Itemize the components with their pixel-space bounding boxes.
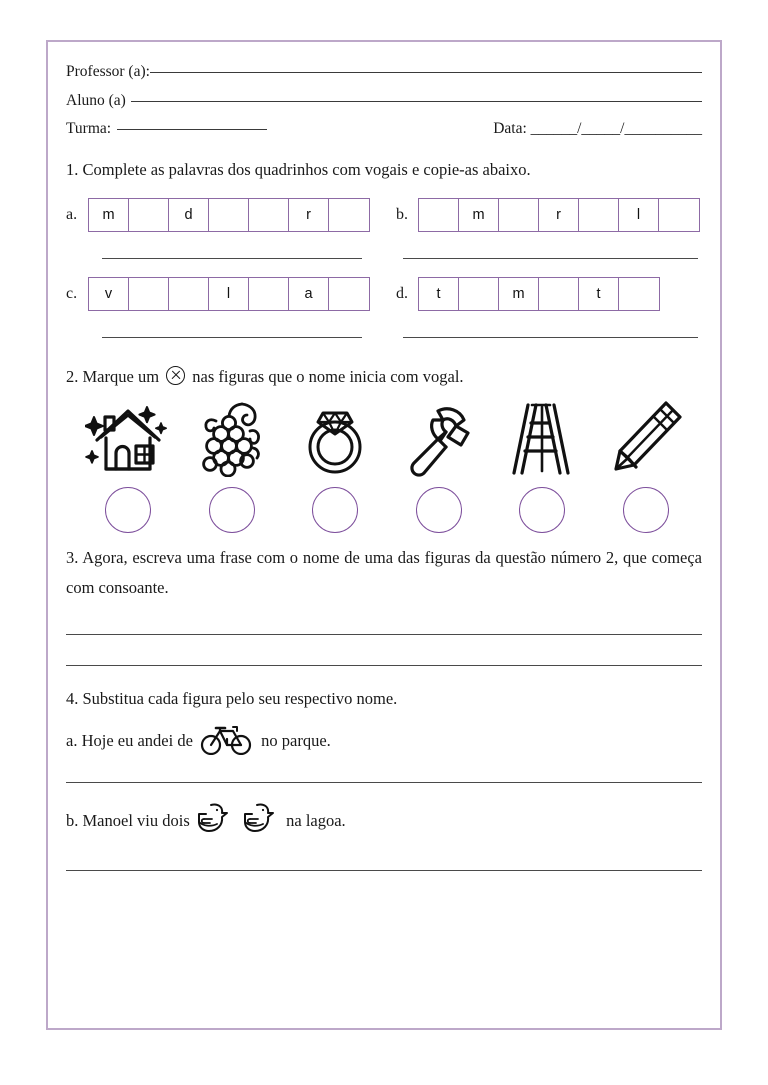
figure-answer-circle[interactable] bbox=[623, 487, 669, 533]
item-b-text-before: b. Manoel viu dois bbox=[66, 810, 190, 830]
worksheet-page bbox=[46, 40, 722, 1030]
question-2-text-before: 2. Marque um bbox=[66, 366, 160, 386]
letter-cell[interactable] bbox=[619, 278, 659, 310]
identification-block bbox=[66, 64, 702, 137]
letter-grid bbox=[418, 198, 700, 232]
circled-x-icon bbox=[166, 366, 185, 385]
letter-cell[interactable]: m bbox=[499, 278, 539, 310]
letter-cell[interactable] bbox=[459, 278, 499, 310]
letter-cell[interactable]: a bbox=[289, 278, 329, 310]
aluno-label: Aluno (a) bbox=[66, 91, 126, 109]
hammer-icon bbox=[398, 399, 480, 477]
word-grid-a bbox=[66, 198, 396, 232]
word-grid-d bbox=[396, 277, 660, 311]
data-field[interactable]: Data: ______/_____/__________ bbox=[493, 120, 702, 137]
spacer bbox=[66, 338, 702, 356]
question-4-item-a bbox=[66, 723, 702, 760]
item-a-text-before: a. Hoje eu andei de bbox=[66, 730, 193, 750]
ladder-icon bbox=[504, 399, 580, 477]
aluno-row bbox=[66, 93, 702, 109]
word-grid-b bbox=[396, 198, 700, 232]
letter-cell[interactable]: l bbox=[619, 199, 659, 231]
letter-cell[interactable] bbox=[329, 278, 369, 310]
turma-data-row bbox=[66, 121, 702, 137]
spacer bbox=[66, 635, 702, 665]
spacer bbox=[66, 604, 702, 634]
professor-row bbox=[66, 64, 702, 80]
figure-item bbox=[391, 399, 487, 533]
letter-grid bbox=[88, 198, 370, 232]
figure-item bbox=[287, 399, 383, 533]
letter-cell[interactable] bbox=[499, 199, 539, 231]
letter-cell[interactable]: r bbox=[289, 199, 329, 231]
grapes-icon bbox=[190, 399, 274, 477]
spacer bbox=[66, 666, 702, 688]
turma-write-line[interactable] bbox=[117, 129, 267, 130]
figure-item bbox=[598, 399, 694, 533]
letter-cell[interactable] bbox=[169, 278, 209, 310]
letter-cell[interactable]: v bbox=[89, 278, 129, 310]
letter-cell[interactable]: m bbox=[459, 199, 499, 231]
item-label-a: a. bbox=[66, 205, 78, 223]
question-2-figures bbox=[66, 399, 702, 533]
question-1-row-ab bbox=[66, 198, 702, 232]
item-label-b: b. bbox=[396, 205, 408, 223]
figure-answer-circle[interactable] bbox=[105, 487, 151, 533]
spacer bbox=[66, 840, 702, 870]
letter-cell[interactable]: m bbox=[89, 199, 129, 231]
write-line-d[interactable] bbox=[403, 337, 698, 338]
spacer bbox=[66, 783, 702, 801]
figure-answer-circle[interactable] bbox=[209, 487, 255, 533]
item-a-text-after: no parque. bbox=[261, 730, 331, 750]
aluno-write-line[interactable] bbox=[131, 101, 702, 102]
question-4b-write-line[interactable] bbox=[66, 870, 702, 871]
question-1-text: 1. Complete as palavras dos quadrinhos com vogais e copie-as abaixo. bbox=[66, 159, 531, 179]
question-4-item-b bbox=[66, 801, 702, 840]
letter-cell[interactable] bbox=[539, 278, 579, 310]
letter-cell[interactable] bbox=[419, 199, 459, 231]
turma-label: Turma: bbox=[66, 120, 112, 137]
question-4-text: 4. Substitua cada figura pelo seu respectivo nome. bbox=[66, 688, 398, 708]
letter-cell[interactable] bbox=[249, 199, 289, 231]
write-line-b[interactable] bbox=[403, 258, 698, 259]
letter-cell[interactable]: r bbox=[539, 199, 579, 231]
letter-cell[interactable] bbox=[209, 199, 249, 231]
spacer bbox=[66, 760, 702, 782]
letter-cell[interactable]: d bbox=[169, 199, 209, 231]
ring-icon bbox=[296, 399, 374, 477]
spacer bbox=[66, 533, 702, 543]
duck-icon bbox=[197, 801, 233, 840]
letter-cell[interactable] bbox=[129, 199, 169, 231]
item-label-c: c. bbox=[66, 284, 78, 302]
letter-cell[interactable]: t bbox=[579, 278, 619, 310]
letter-cell[interactable] bbox=[659, 199, 699, 231]
figure-answer-circle[interactable] bbox=[519, 487, 565, 533]
word-grid-c bbox=[66, 277, 396, 311]
write-line-c[interactable] bbox=[102, 337, 362, 338]
spacer bbox=[66, 709, 702, 723]
letter-cell[interactable]: t bbox=[419, 278, 459, 310]
figure-answer-circle[interactable] bbox=[416, 487, 462, 533]
letter-cell[interactable] bbox=[129, 278, 169, 310]
figure-answer-circle[interactable] bbox=[312, 487, 358, 533]
write-line-a[interactable] bbox=[102, 258, 362, 259]
question-2-text-after: nas figuras que o nome inicia com vogal. bbox=[192, 366, 464, 386]
question-2-text bbox=[66, 366, 702, 387]
item-b-text-after: na lagoa. bbox=[286, 810, 346, 830]
professor-label: Professor (a): bbox=[66, 63, 150, 80]
duck-icon bbox=[243, 801, 279, 840]
professor-write-line[interactable] bbox=[150, 72, 702, 73]
bicycle-icon bbox=[200, 723, 254, 760]
house-icon bbox=[85, 399, 171, 477]
item-label-d: d. bbox=[396, 284, 408, 302]
letter-cell[interactable] bbox=[249, 278, 289, 310]
letter-cell[interactable] bbox=[579, 199, 619, 231]
question-1-row-cd bbox=[66, 277, 702, 311]
pencil-icon bbox=[606, 399, 686, 477]
letter-grid bbox=[88, 277, 370, 311]
figure-item bbox=[494, 399, 590, 533]
letter-cell[interactable] bbox=[329, 199, 369, 231]
letter-cell[interactable]: l bbox=[209, 278, 249, 310]
question-3-text: 3. Agora, escreva uma frase com o nome de uma das figuras da questão número 2, que começa com consoante. bbox=[66, 547, 702, 598]
letter-grid bbox=[418, 277, 660, 311]
figure-item bbox=[184, 399, 280, 533]
figure-item bbox=[80, 399, 176, 533]
question-1-write-lines-ab bbox=[66, 258, 702, 259]
